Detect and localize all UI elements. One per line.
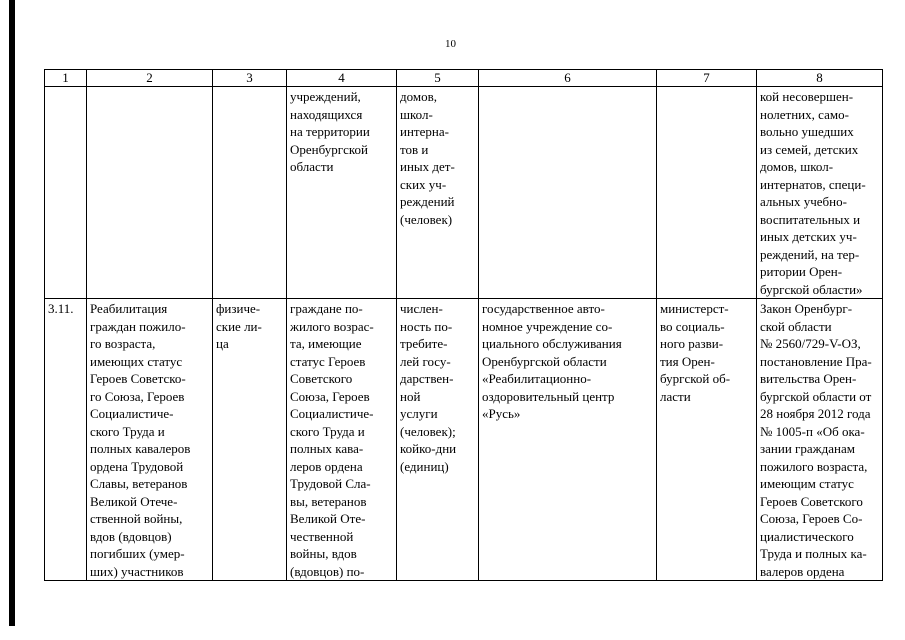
page-number: 10 [445,38,456,50]
table-cell-authority: министерст- во социаль- ного разви- тия Орен- бургской об- ласти [657,299,757,581]
table-row [45,299,883,581]
table-cell-institution: государственное авто- номное учреждение со- циального обслуживания Оренбургской области «Реабилитационно- оздоровительный центр «Русь» [479,299,657,581]
table-cell-number [45,87,87,299]
table-cell-institution [479,87,657,299]
table-cell-service-name: Реабилитация граждан пожило- го возраста, имеющих статус Героев Советско- го Союза, Героев Социалистиче- ского Труда и полных кавалеров ордена Трудовой Славы, ветеранов Великой Отече- ственной войны, вдов (вдовцов) погибших (умер- ших) участников [87,299,213,581]
table-cell-volume-indicator: числен- ность по- требите- лей госу- дарствен- ной услуги (человек); койко-дни (единиц) [397,299,479,581]
column-header: 6 [479,70,657,87]
table-cell-consumer-category [213,87,287,299]
table-cell-service-name [87,87,213,299]
table-cell-description: учреждений, находящихся на территории Оренбургской области [287,87,397,299]
column-header: 2 [87,70,213,87]
table-cell-volume-indicator: домов, школ- интерна- тов и иных дет- ских уч- реждений (человек) [397,87,479,299]
table-header-row [45,70,883,87]
table-cell-legal-basis: кой несовершен- нолетних, само- вольно ушедших из семей, детских домов, школ- интернатов, специ- альных учебно- воспитательных и иных детских уч- реждений, на тер- ритории Орен- бургской области» [757,87,883,299]
column-header: 5 [397,70,479,87]
column-header: 4 [287,70,397,87]
table-cell-consumer-category: физиче- ские ли- ца [213,299,287,581]
column-header: 1 [45,70,87,87]
table-cell-authority [657,87,757,299]
document-table [44,69,883,581]
table-cell-legal-basis: Закон Оренбург- ской области № 2560/729-V-ОЗ, постановление Пра- вительства Орен- бургской области от 28 ноября 2012 года № 1005-п «Об ока- зании гражданам пожилого возраста, имеющим статус Героев Советского Союза, Героев Со- циалистического Труда и полных ка- валеров ордена [757,299,883,581]
column-header: 3 [213,70,287,87]
table-cell-number: 3.11. [45,299,87,581]
table-row [45,87,883,299]
column-header: 7 [657,70,757,87]
table-cell-description: граждане по- жилого возрас- та, имеющие статус Героев Советского Союза, Героев Социалистиче- ского Труда и полных кава- леров ордена Трудовой Сла- вы, ветеранов Великой Оте- чественной войны, вдов (вдовцов) по- [287,299,397,581]
scan-edge-bar [9,0,15,626]
column-header: 8 [757,70,883,87]
